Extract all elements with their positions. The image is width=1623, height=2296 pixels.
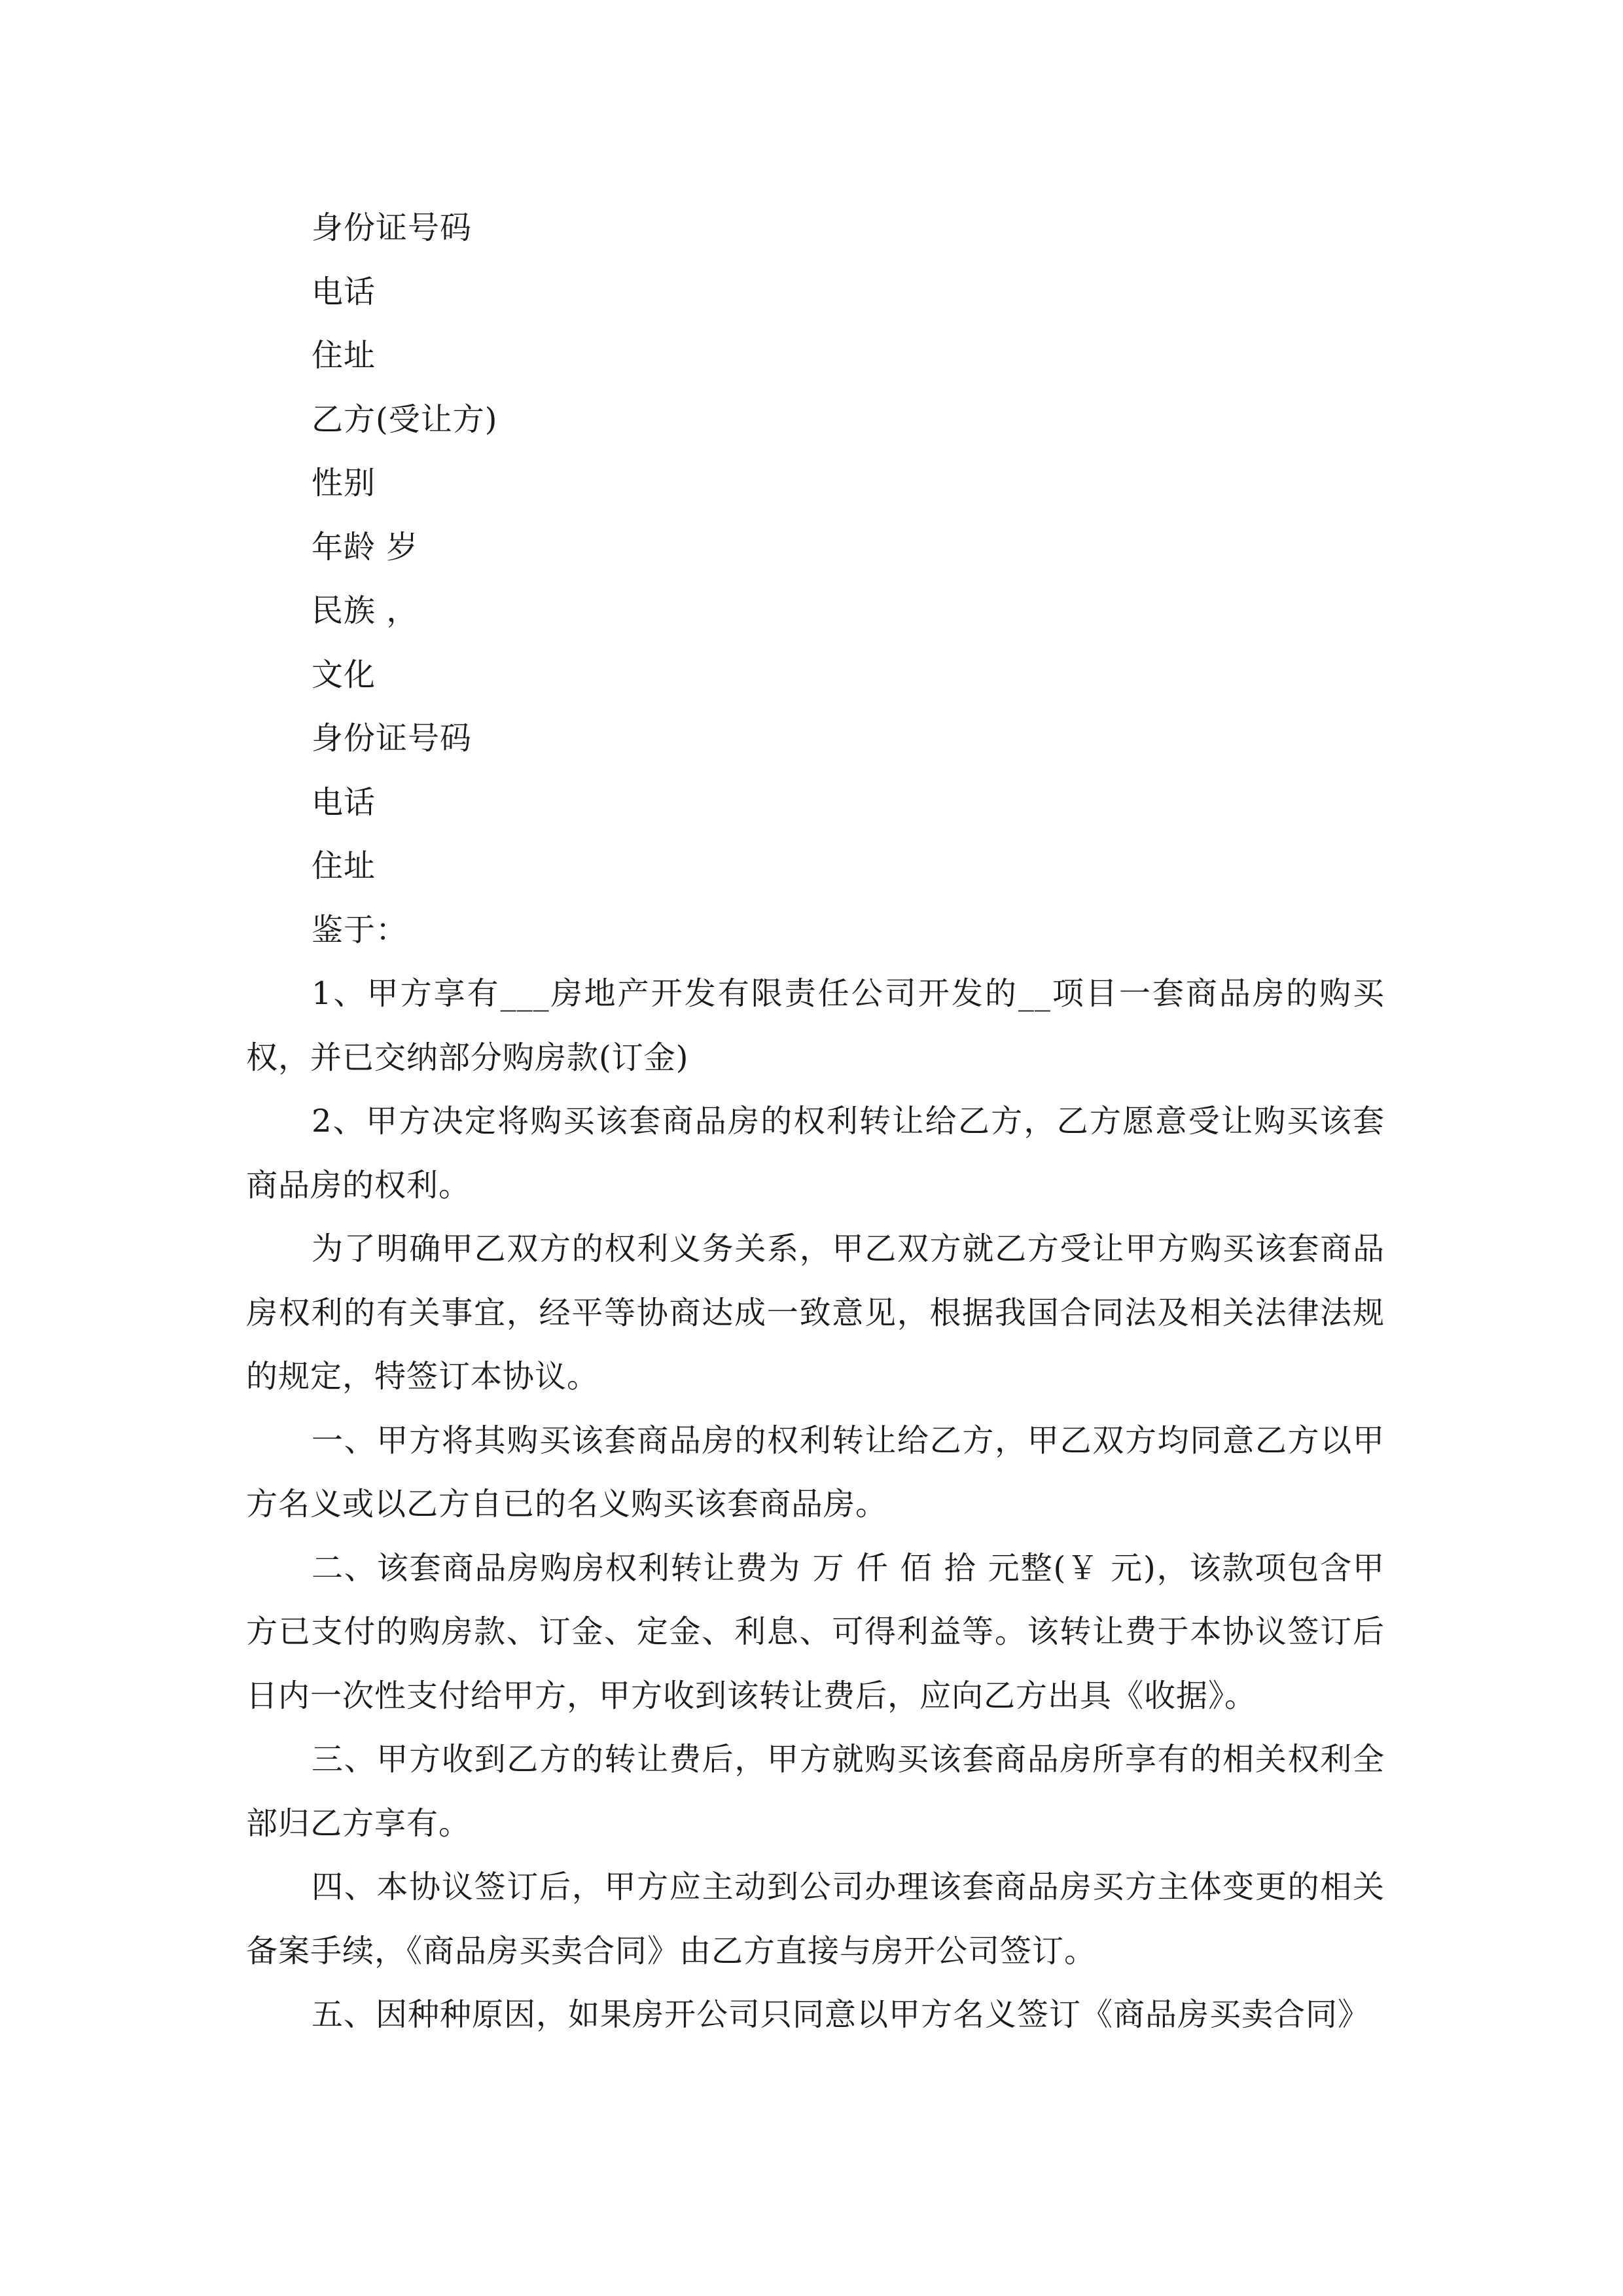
- whereas-item-2: 2、甲方决定将购买该套商品房的权利转让给乙方，乙方愿意受让购买该套商品房的权利。: [246, 1103, 1385, 1204]
- whereas-label: 鉴于：: [312, 911, 408, 948]
- contract-body: [246, 196, 1385, 2047]
- clause-3: 三、甲方收到乙方的转让费后，甲方就购买该套商品房所享有的相关权利全部归乙方享有。: [246, 1741, 1385, 1842]
- party-b-phone-label: 电话: [312, 783, 376, 821]
- preamble-paragraph: 为了明确甲乙双方的权利义务关系，甲乙双方就乙方受让甲方购买该套商品房权利的有关事宜，经平等协商达成一致意见，根据我国合同法及相关法律法规的规定，特签订本协议。: [246, 1230, 1385, 1395]
- party-b-id-number-label: 身份证号码: [312, 720, 473, 757]
- party-b-address-label: 住址: [312, 848, 376, 884]
- party-b-education-label: 文化: [312, 656, 376, 693]
- clause-1: 一、甲方将其购买该套商品房的权利转让给乙方，甲乙双方均同意乙方以甲方名义或以乙方自已的名义购买该套商品房。: [246, 1422, 1385, 1522]
- party-a-address-label: 住址: [312, 337, 376, 374]
- whereas-item-1: 1、甲方享有___房地产开发有限责任公司开发的__项目一套商品房的购买权，并已交纳部分购房款(订金): [246, 975, 1385, 1076]
- party-b-age-label: 年龄 岁: [312, 528, 419, 565]
- clause-2: 二、该套商品房购房权利转让费为 万 仟 佰 拾 元整(￥ 元)，该款项包含甲方已支付的购房款、订金、定金、利息、可得利益等。该转让费于本协议签订后 日内一次性支付给甲方，甲方收到该转让费后，应向乙方出具《收据》。: [246, 1549, 1385, 1714]
- clause-4: 四、本协议签订后，甲方应主动到公司办理该套商品房买方主体变更的相关备案手续，《商品房买卖合同》由乙方直接与房开公司签订。: [246, 1869, 1385, 1969]
- party-b-gender-label: 性别: [312, 465, 376, 501]
- party-a-id-number-label: 身份证号码: [312, 209, 473, 246]
- clause-5: 五、因种种原因，如果房开公司只同意以甲方名义签订《商品房买卖合同》: [312, 1996, 1370, 2033]
- party-b-ethnicity-label: 民族 ，: [312, 592, 419, 629]
- party-b-title: 乙方(受让方): [312, 401, 498, 438]
- party-a-phone-label: 电话: [312, 273, 376, 310]
